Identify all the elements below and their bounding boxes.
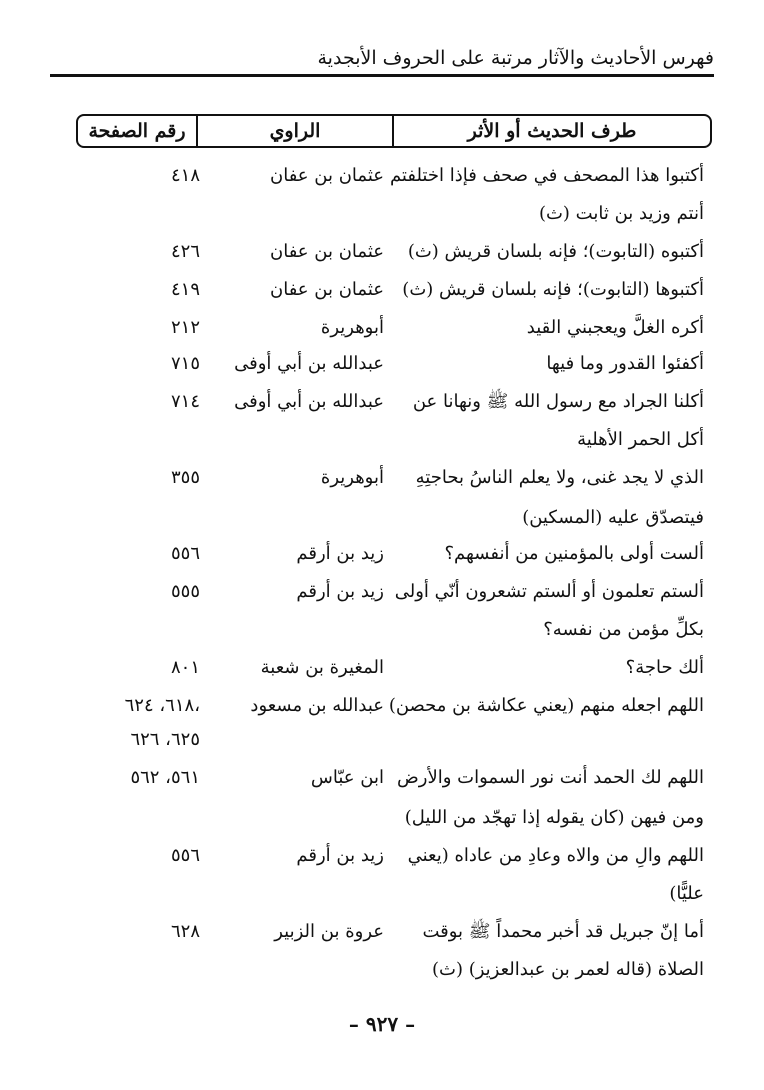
hadith-line: بكلِّ مؤمن من نفسه؟ [543, 619, 704, 640]
narrator: زيد بن أرقم [296, 581, 384, 602]
hadith-line: أكتبوها (التابوت)؛ فإنه بلسان قريش (ث) [402, 279, 704, 300]
hadith-line: أكتبوا هذا المصحف في صحف فإذا اختلفتم [389, 165, 704, 186]
narrator: ابن عبّاس [310, 767, 384, 788]
hadith-line: ألستم تعلمون أو ألستم تشعرون أنّي أولى [394, 581, 704, 602]
hadith-line: أكره الغلَّ ويعجبني القيد [526, 317, 704, 338]
hadith-line: أكل الحمر الأهلية [577, 429, 704, 450]
hadith-line: الصلاة (قاله لعمر بن عبدالعزيز) (ث) [431, 959, 704, 980]
page-ref: ٤١٩ [170, 279, 200, 300]
narrator: عثمان بن عفان [270, 279, 384, 300]
column-header-page: رقم الصفحة [88, 120, 186, 142]
hadith-line: عليًّا) [669, 883, 704, 904]
page-ref: ٥٥٥ [170, 581, 200, 602]
page-ref: ٧١٥ [170, 353, 200, 374]
page-ref: ٣٥٥ [170, 467, 200, 488]
narrator: أبوهريرة [320, 467, 384, 488]
narrator: عثمان بن عفان [270, 241, 384, 262]
narrator: زيد بن أرقم [296, 543, 384, 564]
page-ref: ٥٦١، ٥٦٢ [130, 767, 200, 788]
page-ref: ٥٥٦ [170, 845, 200, 866]
column-header-hadith: طرف الحديث أو الأثر [392, 116, 710, 146]
header-rule [50, 74, 714, 77]
page-ref: ٧١٤ [170, 391, 200, 412]
narrator: عروة بن الزبير [274, 921, 384, 942]
hadith-line: اللهم لك الحمد أنت نور السموات والأرض [397, 767, 704, 788]
page-ref: ٦١٨، ٦٢٤، [124, 695, 200, 716]
page-ref: ٦٢٥، ٦٢٦ [130, 729, 200, 750]
narrator: عبدالله بن أبي أوفى [234, 391, 384, 412]
hadith-line: أما إنّ جبريل قد أخبر محمداً ﷺ بوقت [422, 921, 704, 942]
hadith-line: اللهم اجعله منهم (يعني عكاشة بن محصن) [388, 695, 704, 716]
page-number: – ٩٢٧ – [348, 1012, 416, 1036]
hadith-line: ومن فيهن (كان يقوله إذا تهجّد من الليل) [404, 807, 704, 828]
hadith-line: أنتم وزيد بن ثابت (ث) [538, 203, 704, 224]
page-ref: ٨٠١ [170, 657, 200, 678]
page-ref: ٥٥٦ [170, 543, 200, 564]
hadith-line: ألك حاجة؟ [625, 657, 704, 678]
hadith-line: فيتصدّق عليه (المسكين) [522, 507, 704, 528]
hadith-line: أكتبوه (التابوت)؛ فإنه بلسان قريش (ث) [407, 241, 704, 262]
hadith-line: الذي لا يجد غنى، ولا يعلم الناسُ بحاجتِهِ [415, 467, 704, 488]
page-ref: ٤١٨ [170, 165, 200, 186]
hadith-line: ألست أولى بالمؤمنين من أنفسهم؟ [444, 543, 704, 564]
table-header [76, 114, 712, 148]
narrator: المغيرة بن شعبة [260, 657, 384, 678]
page-ref: ٢١٢ [170, 317, 200, 338]
running-head: فهرس الأحاديث والآثار مرتبة على الحروف الأبجدية [317, 47, 714, 69]
narrator: عبدالله بن أبي أوفى [234, 353, 384, 374]
page-ref: ٤٢٦ [170, 241, 200, 262]
narrator: عبدالله بن مسعود [250, 695, 384, 716]
narrator: زيد بن أرقم [296, 845, 384, 866]
column-header-narrator: الراوي [196, 116, 392, 146]
narrator: عثمان بن عفان [270, 165, 384, 186]
hadith-line: أكلنا الجراد مع رسول الله ﷺ ونهانا عن [412, 391, 704, 412]
narrator: أبوهريرة [320, 317, 384, 338]
hadith-line: اللهم والِ من والاه وعادِ من عاداه (يعني [407, 845, 704, 866]
page-ref: ٦٢٨ [170, 921, 200, 942]
hadith-line: أكفئوا القدور وما فيها [546, 353, 704, 374]
